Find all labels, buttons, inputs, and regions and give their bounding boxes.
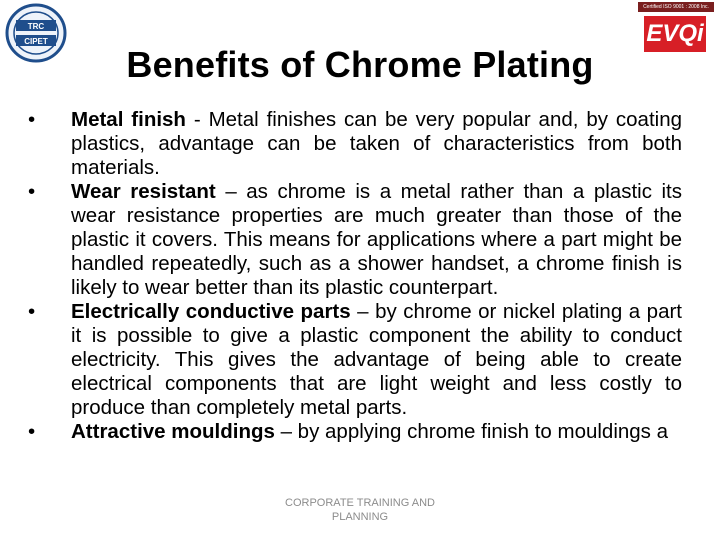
bullet-item — [28, 420, 682, 444]
bullet-marker: • — [28, 300, 36, 323]
bullet-item — [28, 300, 682, 420]
bullet-text: – by chrome or nickel plating a part it is possible to give a plastic component the ability to conduct electricity. This gives the advantage of being able to create electrical components that are light weight and less costly to produce than completely metal parts. — [71, 300, 682, 419]
bullet-heading: Electrically conductive parts — [71, 300, 351, 323]
bullet-item — [28, 180, 682, 300]
footer-line-1: CORPORATE TRAINING AND — [285, 497, 435, 509]
evq-logo: EVQi — [644, 16, 706, 52]
logo-text-top: TRC — [27, 22, 45, 31]
footer-line-2: PLANNING — [331, 511, 389, 523]
slide-title: Benefits of Chrome Plating — [126, 44, 594, 85]
bullet-list — [28, 108, 682, 444]
bullet-heading: Metal finish — [71, 108, 186, 131]
bullet-text: – by applying chrome finish to mouldings a — [274, 420, 669, 443]
bullet-text: – as chrome is a metal rather than a plastic its wear resistance properties are much greater than those of the plastic it covers. This means for applications where a part might be handled repeatedly, such as a shower handset, a chrome finish is likely to wear better than its plastic counterpart. — [71, 180, 682, 299]
logo-text-bottom: CIPET — [24, 37, 48, 46]
certification-banner: Certified ISO 9001 : 2008 Inc. — [638, 2, 714, 12]
bullet-heading: Attractive mouldings — [71, 420, 275, 443]
bullet-item — [28, 108, 682, 180]
bullet-text: - Metal finishes can be very popular and, by coating plastics, advantage can be taken of characteristics from both materials. — [71, 108, 682, 179]
bullet-heading: Wear resistant — [71, 180, 216, 203]
footer-caption — [200, 496, 520, 524]
bullet-marker: • — [28, 420, 36, 443]
bullet-marker: • — [28, 180, 36, 203]
bullet-marker: • — [28, 108, 36, 131]
